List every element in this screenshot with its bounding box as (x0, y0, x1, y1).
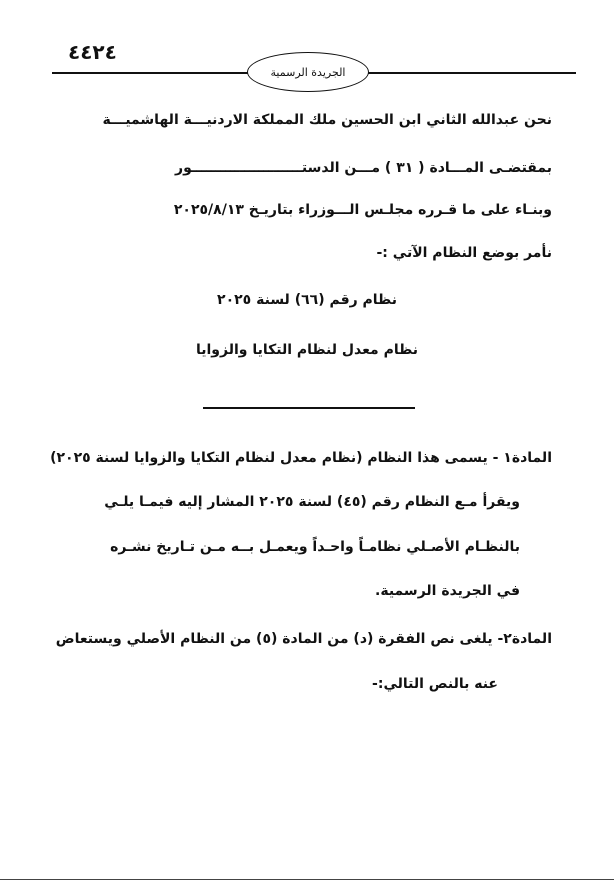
section-divider (203, 407, 415, 409)
article2-line-2: عنه بالنص التالي:- (372, 676, 498, 692)
preamble-line-2: بمقتضـى المـــادة ( ٣١ ) مـــن الدستـــــــــــــــــــــــور (175, 160, 552, 176)
page-number: ٤٤٢٤ (68, 40, 117, 64)
seal-text: الجريدة الرسمية (270, 65, 346, 79)
preamble-line-3: وبنـاء على ما قـرره مجلـس الـــوزراء بتاريـخ ٢٠٢٥/٨/١٣ (173, 202, 552, 218)
regulation-subtitle: نظام معدل لنظام التكايا والزوايا (195, 342, 418, 358)
gazette-seal (247, 52, 369, 92)
preamble-line-4: نأمر بوضع النظام الآتي :- (376, 245, 552, 261)
regulation-title: نظام رقم (٦٦) لسنة ٢٠٢٥ (217, 292, 397, 308)
footer-rule (0, 879, 614, 880)
article1-line-2: ويقرأ مـع النظام رقم (٤٥) لسنة ٢٠٢٥ المشار إليه فيمـا يلـي (104, 494, 520, 510)
preamble-line-1: نحن عبدالله الثاني ابن الحسين ملك المملكة الاردنيـــة الهاشميـــة (102, 112, 552, 128)
article1-line-3: بالنظـام الأصـلي نظامـاً واحـداً ويعمـل بــه مـن تـاريخ نشـره (110, 539, 520, 555)
article2-line-1: المادة٢- يلغى نص الفقرة (د) من المادة (٥) من النظام الأصلي ويستعاض (55, 631, 552, 647)
article1-line-1: المادة١ - يسمى هذا النظام (نظام معدل لنظام التكايا والزوايا لسنة ٢٠٢٥) (50, 450, 552, 466)
article1-line-4: في الجريدة الرسمية. (375, 583, 520, 599)
